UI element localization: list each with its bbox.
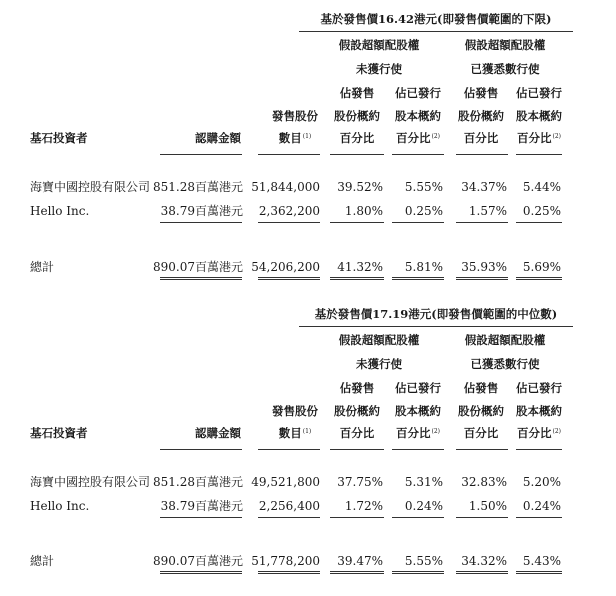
column-header: 股本概約 [516,109,562,123]
column-header: 佔發售 [339,381,375,395]
divider [516,154,562,155]
subscription-amount: 38.79百萬港元 [160,204,243,218]
divider [516,222,562,223]
scenario-exercised-header: 假設超額配股權 [464,38,546,52]
divider [330,517,384,518]
divider [258,222,320,223]
double-underline [330,571,384,574]
divider [456,517,508,518]
pct-value: 39.52% [337,180,383,194]
column-header: 發售股份 [272,404,318,418]
total-pct: 41.32% [337,260,383,274]
double-underline [392,571,444,574]
column-header: 佔已發行 [395,381,441,395]
issued-value: 5.20% [522,475,561,489]
pct-value: 37.75% [337,475,383,489]
column-header: 發售股份 [272,109,318,123]
column-header: 股份概約 [334,109,380,123]
column-header: 百分比$^{(2)}$ [396,131,440,145]
investor-name: Hello Inc. [30,204,90,218]
divider [456,449,508,450]
table-title: 基於發售價16.42港元(即發售價範圍的下限) [320,12,552,26]
double-underline [516,277,562,280]
divider [258,517,320,518]
subscription-amount: 851.28百萬港元 [153,180,243,194]
total-issued: 5.81% [404,260,443,274]
subscription-amount: 38.79百萬港元 [160,499,243,513]
table-title: 基於發售價17.19港元(即發售價範圍的中位數) [314,307,558,321]
column-header-shares: 數目$^{(1)}$ [278,131,312,145]
double-underline [456,571,508,574]
issued-value: 5.55% [404,180,443,194]
divider [516,517,562,518]
divider [392,154,444,155]
double-underline [160,571,242,574]
column-header: 股份概約 [458,109,504,123]
issued-value: 0.24% [404,499,443,513]
divider [160,222,242,223]
scenario-exercised-sub: 已獲悉數行使 [470,357,540,371]
column-header-shares: 數目$^{(1)}$ [278,426,312,440]
divider [299,31,573,32]
column-header-investor: 基石投資者 [30,426,88,440]
pct-value: 32.83% [461,475,507,489]
divider [516,449,562,450]
divider [258,154,320,155]
divider [330,222,384,223]
column-header: 佔發售 [339,86,375,100]
total-label: 總計 [30,554,55,568]
divider [392,449,444,450]
pct-value: 1.72% [344,499,383,513]
shares-value: 2,256,400 [258,499,320,513]
column-header: 百分比 [339,131,375,145]
column-header: 百分比 [339,426,375,440]
issued-value: 5.44% [522,180,561,194]
column-header: 百分比$^{(2)}$ [517,131,561,145]
issued-value: 0.25% [522,204,561,218]
shares-value: 2,362,200 [258,204,320,218]
column-header: 股本概約 [395,404,441,418]
divider [330,449,384,450]
total-issued: 5.69% [522,260,561,274]
double-underline [258,277,320,280]
total-pct: 34.32% [461,554,507,568]
total-issued: 5.55% [404,554,443,568]
total-shares: 51,778,200 [251,554,320,568]
column-header: 股本概約 [395,109,441,123]
column-header-subscription: 認購金額 [195,426,241,440]
divider [330,154,384,155]
scenario-not-exercised-header: 假設超額配股權 [338,333,420,347]
scenario-not-exercised-sub: 未獲行使 [356,357,402,371]
divider [456,222,508,223]
issued-value: 0.25% [404,204,443,218]
pct-value: 1.80% [344,204,383,218]
double-underline [160,277,242,280]
pct-value: 1.50% [468,499,507,513]
divider [456,154,508,155]
total-amount: 890.07百萬港元 [153,554,243,568]
shares-value: 49,521,800 [251,475,320,489]
total-issued: 5.43% [522,554,561,568]
column-header: 佔已發行 [516,86,562,100]
double-underline [516,571,562,574]
column-header: 百分比$^{(2)}$ [396,426,440,440]
column-header: 佔已發行 [516,381,562,395]
column-header: 股份概約 [458,404,504,418]
issued-value: 5.31% [404,475,443,489]
total-label: 總計 [30,260,55,274]
pct-value: 34.37% [461,180,507,194]
scenario-exercised-sub: 已獲悉數行使 [470,62,540,76]
column-header-investor: 基石投資者 [30,131,88,145]
divider [160,517,242,518]
total-amount: 890.07百萬港元 [153,260,243,274]
column-header-subscription: 認購金額 [195,131,241,145]
double-underline [330,277,384,280]
column-header: 佔發售 [463,381,499,395]
scenario-not-exercised-header: 假設超額配股權 [338,38,420,52]
divider [392,517,444,518]
column-header: 佔發售 [463,86,499,100]
column-header: 百分比 [463,426,499,440]
issued-value: 0.24% [522,499,561,513]
investor-name: 海寶中國控股有限公司 [30,180,151,194]
total-pct: 39.47% [337,554,383,568]
investor-name: 海寶中國控股有限公司 [30,475,151,489]
pct-value: 1.57% [468,204,507,218]
divider [258,449,320,450]
subscription-amount: 851.28百萬港元 [153,475,243,489]
double-underline [456,277,508,280]
column-header: 百分比 [463,131,499,145]
scenario-exercised-header: 假設超額配股權 [464,333,546,347]
double-underline [392,277,444,280]
shares-value: 51,844,000 [251,180,320,194]
divider [160,154,242,155]
divider [160,449,242,450]
scenario-not-exercised-sub: 未獲行使 [356,62,402,76]
divider [392,222,444,223]
column-header: 佔已發行 [395,86,441,100]
divider [299,326,573,327]
double-underline [258,571,320,574]
total-pct: 35.93% [461,260,507,274]
investor-name: Hello Inc. [30,499,90,513]
column-header: 股本概約 [516,404,562,418]
total-shares: 54,206,200 [251,260,320,274]
column-header: 股份概約 [334,404,380,418]
column-header: 百分比$^{(2)}$ [517,426,561,440]
